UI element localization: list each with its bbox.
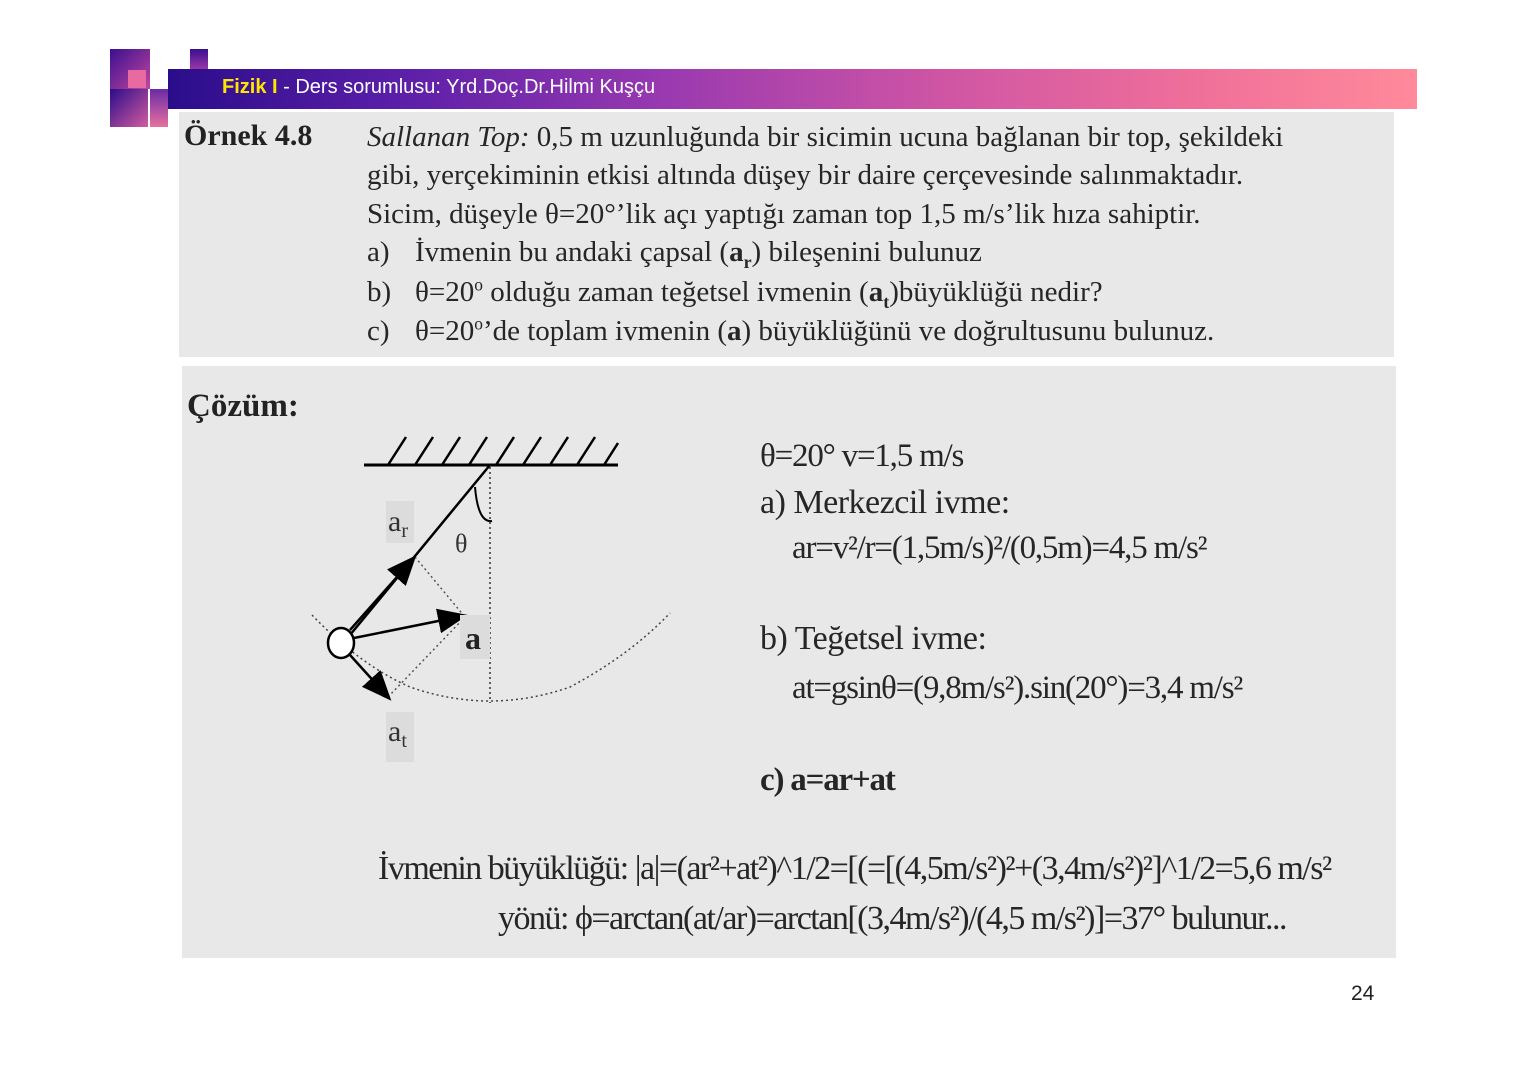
problem-line-3: Sicim, düşeyle θ=20°’lik açı yaptığı zaman top 1,5 m/s’lik hıza sahiptir. bbox=[367, 198, 1201, 230]
page-number: 24 bbox=[1351, 982, 1375, 1005]
example-label: Örnek 4.8 bbox=[184, 119, 313, 152]
part-c-line: c) a=ar+at bbox=[760, 762, 895, 798]
pendulum-diagram bbox=[300, 425, 680, 775]
ball-icon bbox=[328, 628, 354, 658]
solution-title: Çözüm: bbox=[187, 388, 299, 424]
direction-line: yönü: ϕ=arctan(at/ar)=arctan[(3,4m/s²)/(4,5 m/s²)]=37° bulunur... bbox=[498, 900, 1286, 937]
parallelogram-edge-1 bbox=[415, 557, 465, 617]
part-a-equation: ar=v²/r=(1,5m/s)²/(0,5m)=4,5 m/s² bbox=[792, 530, 1207, 566]
header-title: Fizik I - Ders sorumlusu: Yrd.Doç.Dr.Hilmi Kuşçu bbox=[222, 76, 656, 98]
problem-question-a: a) İvmenin bu andaki çapsal $(a_r)$ bileşenini bulunuz bbox=[367, 236, 982, 272]
given-values: θ=20° v=1,5 m/s bbox=[760, 438, 964, 474]
header-deco-square-2 bbox=[128, 70, 146, 88]
tangential-acceleration-arrow bbox=[350, 655, 388, 697]
swing-arc bbox=[312, 613, 670, 701]
part-a-heading: a) Merkezcil ivme: bbox=[760, 484, 1010, 521]
label-theta: θ bbox=[455, 529, 468, 558]
label-a: a bbox=[465, 620, 481, 656]
label-ar: $a_r$ bbox=[388, 505, 408, 542]
radial-acceleration-arrow bbox=[350, 559, 413, 630]
problem-line-2: gibi, yerçekiminin etkisi altında düşey bir daire çerçevesinde salınmaktadır. bbox=[367, 159, 1244, 191]
ceiling-icon bbox=[364, 437, 618, 465]
problem-question-c: c) $\theta=20^o’de$ toplam ivmenin (a) büyüklüğünü ve doğrultusunu bulunuz. bbox=[367, 313, 1215, 347]
magnitude-line: İvmenin büyüklüğü: |a|=(ar²+at²)^1/2=[(=[(4,5m/s²)²+(3,4m/s²)²]^1/2=5,6 m/s² bbox=[378, 850, 1331, 887]
problem-title: Sallanan Top: bbox=[367, 121, 530, 153]
part-b-equation: at=gsinθ=(9,8m/s²).sin(20°)=3,4 m/s² bbox=[792, 670, 1243, 706]
total-acceleration-arrow bbox=[354, 616, 463, 638]
problem-question-b: b) $\theta=20^o$ olduğu zaman teğetsel ivmenin $(a_t)büyüklüğü$ nedir? bbox=[367, 274, 1103, 312]
header-deco-square-3 bbox=[110, 89, 148, 127]
problem-line-1: Sallanan Top: 0,5 m uzunluğunda bir sicimin ucuna bağlanan bir top, şekildeki bbox=[367, 121, 1284, 153]
header-deco-square-6 bbox=[190, 49, 208, 71]
part-b-heading: b) Teğetsel ivme: bbox=[760, 620, 987, 657]
label-at: $a_t$ bbox=[388, 715, 407, 752]
pendulum-string bbox=[350, 465, 490, 635]
header-deco-square-4 bbox=[150, 89, 168, 127]
